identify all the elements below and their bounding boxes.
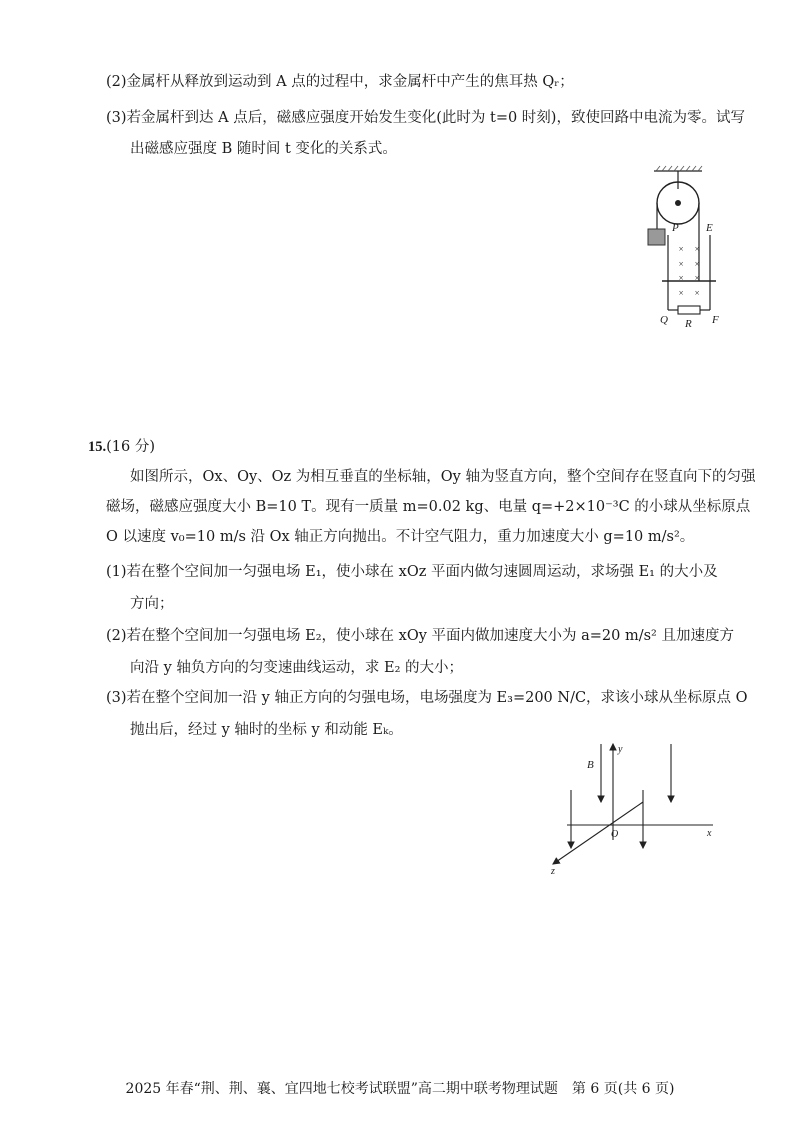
q15-sub2-line-2: 向沿 y 轴负方向的匀变速曲线运动，求 E₂ 的大小； — [130, 660, 464, 676]
label-E: E — [706, 222, 713, 234]
q15-sub3-line-2: 抛出后，经过 y 轴时的坐标 y 和动能 Eₖ。 — [130, 722, 403, 738]
label-x: x — [707, 828, 712, 839]
label-y: y — [618, 744, 623, 755]
q15-sub1-line-2: 方向； — [130, 596, 174, 612]
question-15-header — [88, 437, 155, 457]
label-Q: Q — [660, 314, 668, 326]
label-B: B — [587, 759, 594, 771]
q15-sub3-line-1: (3)若在整个空间加一沿 y 轴正方向的匀强电场，电场强度为 E₃=200 N/C，求该小球从坐标原点 O — [106, 690, 748, 706]
coordinate-axes-diagram — [545, 740, 725, 880]
label-P: P — [672, 222, 679, 234]
q15-stem-line-1: 如图所示，Ox、Oy、Oz 为相互垂直的坐标轴，Oy 轴为竖直方向，整个空间存在竖直向下的匀强 — [130, 469, 756, 485]
q15-stem-line-2: 磁场，磁感应强度大小 B=10 T。现有一质量 m=0.02 kg、电量 q=+2×10⁻³C 的小球从坐标原点 — [106, 499, 751, 515]
q15-sub2-line-1: (2)若在整个空间加一匀强电场 E₂，使小球在 xOy 平面内做加速度大小为 a=20 m/s² 且加速度方 — [106, 628, 734, 644]
resistor — [678, 306, 700, 314]
question-score: (16 分) — [106, 439, 155, 455]
question-number: 15. — [88, 439, 107, 455]
svg-text:×: × — [678, 273, 685, 283]
hanging-weight — [648, 229, 665, 245]
question-3-text-line-1: (3)若金属杆到达 A 点后，磁感应强度开始发生变化(此时为 t=0 时刻)，致使回路中电流为零。试写 — [106, 110, 745, 126]
pulley-rail-diagram — [640, 165, 730, 335]
q15-sub1-line-1: (1)若在整个空间加一匀强电场 E₁，使小球在 xOz 平面内做匀速圆周运动，求场强 E₁ 的大小及 — [106, 564, 718, 580]
label-R: R — [685, 318, 692, 330]
question-3-text-line-2: 出磁感应强度 B 随时间 t 变化的关系式。 — [130, 141, 397, 157]
label-O: O — [611, 829, 619, 840]
svg-text:×: × — [694, 288, 701, 298]
page-footer: 2025 年春“荆、荆、襄、宜四地七校考试联盟”高二期中联考物理试题 第 6 页(共 6 页) — [125, 1081, 675, 1097]
question-2-text: (2)金属杆从释放到运动到 A 点的过程中，求金属杆中产生的焦耳热 Qᵣ； — [106, 74, 574, 90]
svg-text:×: × — [678, 288, 685, 298]
label-F: F — [712, 314, 719, 326]
svg-text:×: × — [694, 259, 701, 269]
svg-text:×: × — [678, 244, 685, 254]
svg-text:×: × — [694, 273, 701, 283]
label-z: z — [551, 866, 555, 877]
q15-stem-line-3: O 以速度 v₀=10 m/s 沿 Ox 轴正方向抛出。不计空气阻力，重力加速度大小 g=10 m/s²。 — [106, 529, 695, 545]
svg-text:×: × — [694, 244, 701, 254]
svg-text:×: × — [678, 259, 685, 269]
